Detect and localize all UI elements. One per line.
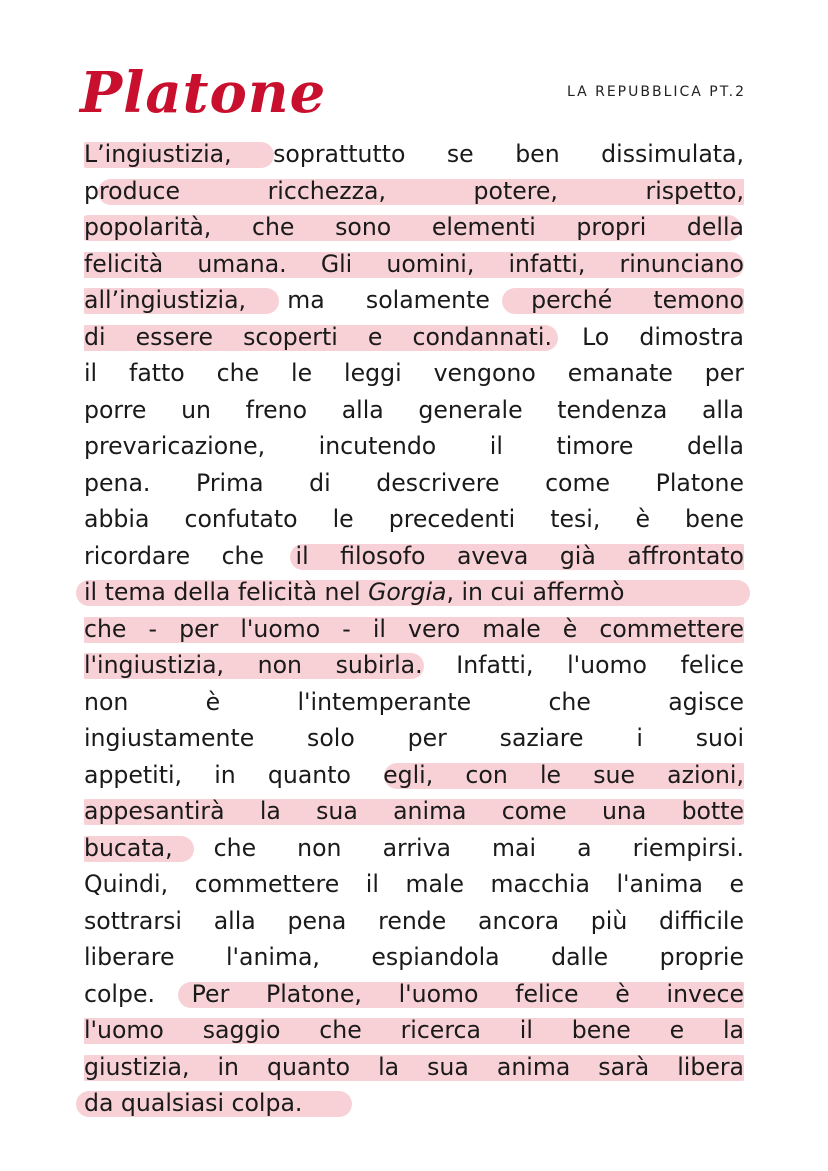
text-line: pena. Prima di descrivere come Platone [84,468,744,497]
text-line: porre un freno alla generale tendenza alla [84,395,744,424]
text-line: giustizia, in quanto la sua anima sarà libera [84,1049,744,1086]
text-line: appetiti, in quanto egli, con le sue azioni, [84,757,744,794]
text-line: sottrarsi alla pena rende ancora più difficile [84,906,744,935]
page-subtitle: LA REPUBBLICA PT.2 [566,84,746,100]
text-line: ingiustamente solo per saziare i suoi [84,724,744,752]
text-line: che - per l'uomo - il vero male è commettere [84,611,744,648]
text-line: l'ingiustizia, non subirla. Infatti, l'uomo felice [84,647,744,684]
text-line: il fatto che le leggi vengono emanate per [84,359,744,387]
text-line: L’ingiustizia, soprattutto se ben dissimulata, [84,136,744,173]
text-line: produce ricchezza, potere, rispetto, [84,173,744,210]
text-line: popolarità, che sono elementi propri della [84,209,744,246]
text-line: l'uomo saggio che ricerca il bene e la [84,1012,744,1049]
text-line: abbia confutato le precedenti tesi, è bene [84,505,744,533]
text-line: appesantirà la sua anima come una botte [84,793,744,830]
text-line: da qualsiasi colpa. [84,1085,744,1122]
book-title: Gorgia [368,578,447,606]
page-title: Platone [80,60,327,126]
text-line: colpe. Per Platone, l'uomo felice è invece [84,976,744,1013]
text-line: all’ingiustizia, ma solamente perché temono [84,282,744,319]
body-text [84,136,744,1122]
text-line: bucata, che non arriva mai a riempirsi. [84,830,744,867]
text-line: prevaricazione, incutendo il timore della [84,432,744,460]
text-line: liberare l'anima, espiandola dalle proprie [84,943,744,971]
text-line: Quindi, commettere il male macchia l'anima e [84,870,744,898]
text-line: il tema della felicità nel Gorgia, in cui affermò [84,574,744,611]
text-line: ricordare che il filosofo aveva già affrontato [84,538,744,575]
text-line: felicità umana. Gli uomini, infatti, rinunciano [84,246,744,283]
text-line: di essere scoperti e condannati. Lo dimostra [84,319,744,356]
text-line: non è l'intemperante che agisce [84,687,744,716]
